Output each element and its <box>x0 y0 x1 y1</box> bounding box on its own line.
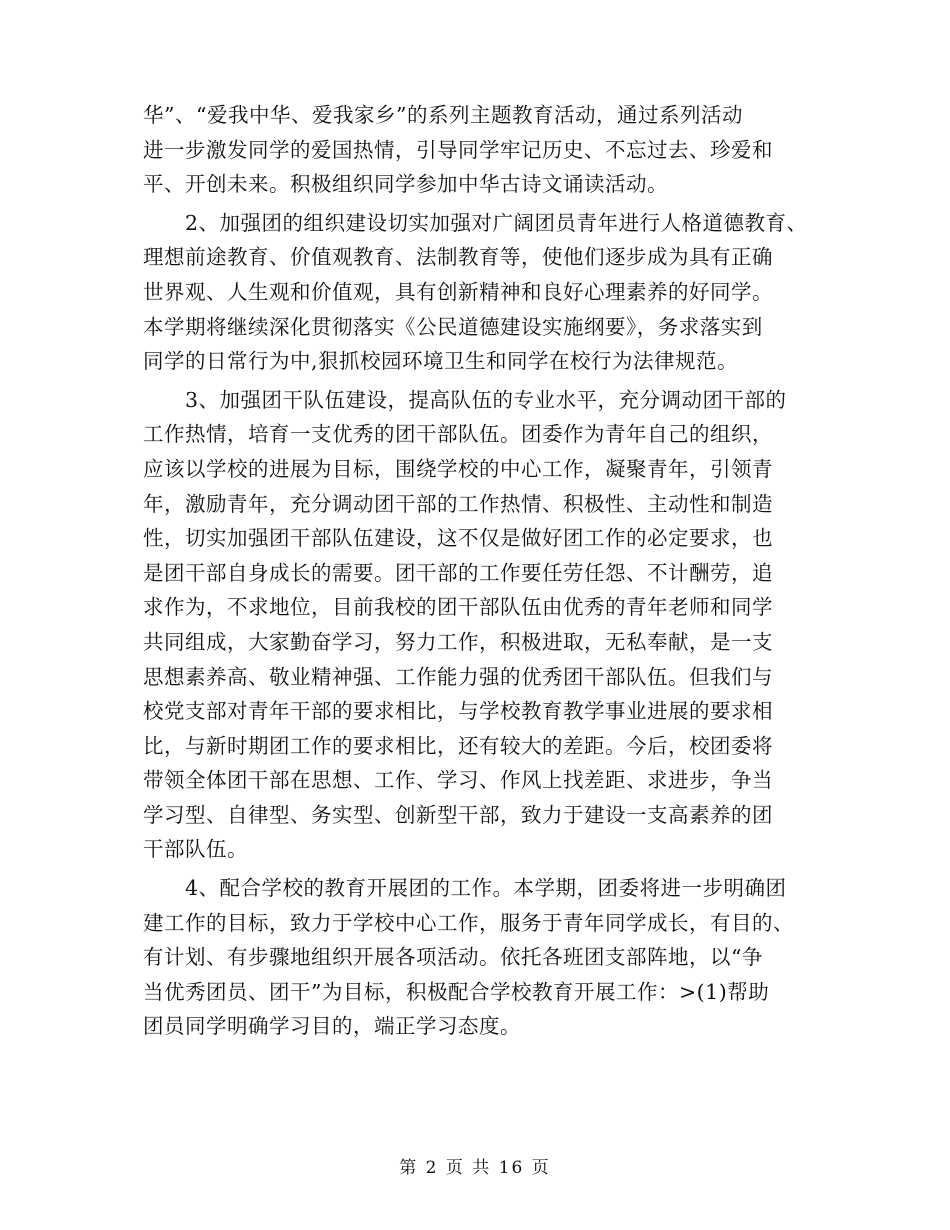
text-line: 有计划、有步骤地组织开展各项活动。依托各班团支部阵地，以“争 <box>143 945 763 970</box>
text-line: 本学期将继续深化贯彻落实《公民道德建设实施纲要》，务求落实到 <box>143 314 763 339</box>
paragraph <box>143 383 823 867</box>
text-line: 应该以学校的进展为目标，围绕学校的中心工作，凝聚青年，引领青 <box>143 456 773 481</box>
text-line: 比，与新时期团工作的要求相比，还有较大的差距。今后，校团委将 <box>143 733 773 758</box>
document-body <box>143 98 823 1044</box>
text-line: 年，激励青年，充分调动团干部的工作热情、积极性、主动性和制造 <box>143 491 773 516</box>
text-line: 世界观、人生观和价值观，具有创新精神和良好心理素养的好同学。 <box>143 279 773 304</box>
text-line: 当优秀团员、团干”为目标，积极配合学校教育开展工作：>(1)帮助 <box>143 979 770 1004</box>
text-line: 团员同学明确学习目的，端正学习态度。 <box>143 1014 521 1039</box>
text-line: 思想素养高、敬业精神强、工作能力强的优秀团干部队伍。但我们与 <box>143 664 773 689</box>
text-line: 求作为，不求地位，目前我校的团干部队伍由优秀的青年老师和同学 <box>143 595 773 620</box>
text-line: 华”、“爱我中华、爱我家乡”的系列主题教育活动，通过系列活动 <box>143 103 743 127</box>
text-line: 共同组成，大家勤奋学习，努力工作，积极进取，无私奉献，是一支 <box>143 629 773 654</box>
text-line: 平、开创未来。积极组织同学参加中华古诗文诵读活动。 <box>143 172 668 197</box>
paragraph <box>143 98 823 202</box>
text-line: 校党支部对青年干部的要求相比，与学校教育教学事业进展的要求相 <box>143 699 773 724</box>
page-footer: 第 2 页 共 16 页 <box>399 1158 551 1178</box>
text-line: 性，切实加强团干部队伍建设，这不仅是做好团工作的必定要求，也 <box>143 526 773 551</box>
text-line: 学习型、自律型、务实型、创新型干部，致力于建设一支高素养的团 <box>143 802 773 827</box>
text-line: 干部队伍。 <box>143 837 248 862</box>
text-line: 带领全体团干部在思想、工作、学习、作风上找差距、求进步，争当 <box>143 768 773 793</box>
text-line: 是团干部自身成长的需要。团干部的工作要任劳任怨、不计酬劳，追 <box>143 560 773 585</box>
text-line: 3、加强团干队伍建设，提高队伍的专业水平，充分调动团干部的 <box>143 387 787 412</box>
paragraph <box>143 206 823 379</box>
text-line: 4、配合学校的教育开展团的工作。本学期，团委将进一步明确团 <box>143 876 787 901</box>
text-line: 同学的日常行为中,狠抓校园环境卫生和同学在校行为法律规范。 <box>143 349 739 374</box>
paragraph <box>143 871 823 1044</box>
text-line: 进一步激发同学的爱国热情，引导同学牢记历史、不忘过去、珍爱和 <box>143 137 773 162</box>
text-line: 建工作的目标，致力于学校中心工作，服务于青年同学成长，有目的、 <box>143 910 794 935</box>
text-line: 2、加强团的组织建设切实加强对广阔团员青年进行人格道德教育、 <box>143 210 808 235</box>
text-line: 工作热情，培育一支优秀的团干部队伍。团委作为青年自己的组织， <box>143 422 773 447</box>
text-line: 理想前途教育、价值观教育、法制教育等，使他们逐步成为具有正确 <box>143 245 773 270</box>
